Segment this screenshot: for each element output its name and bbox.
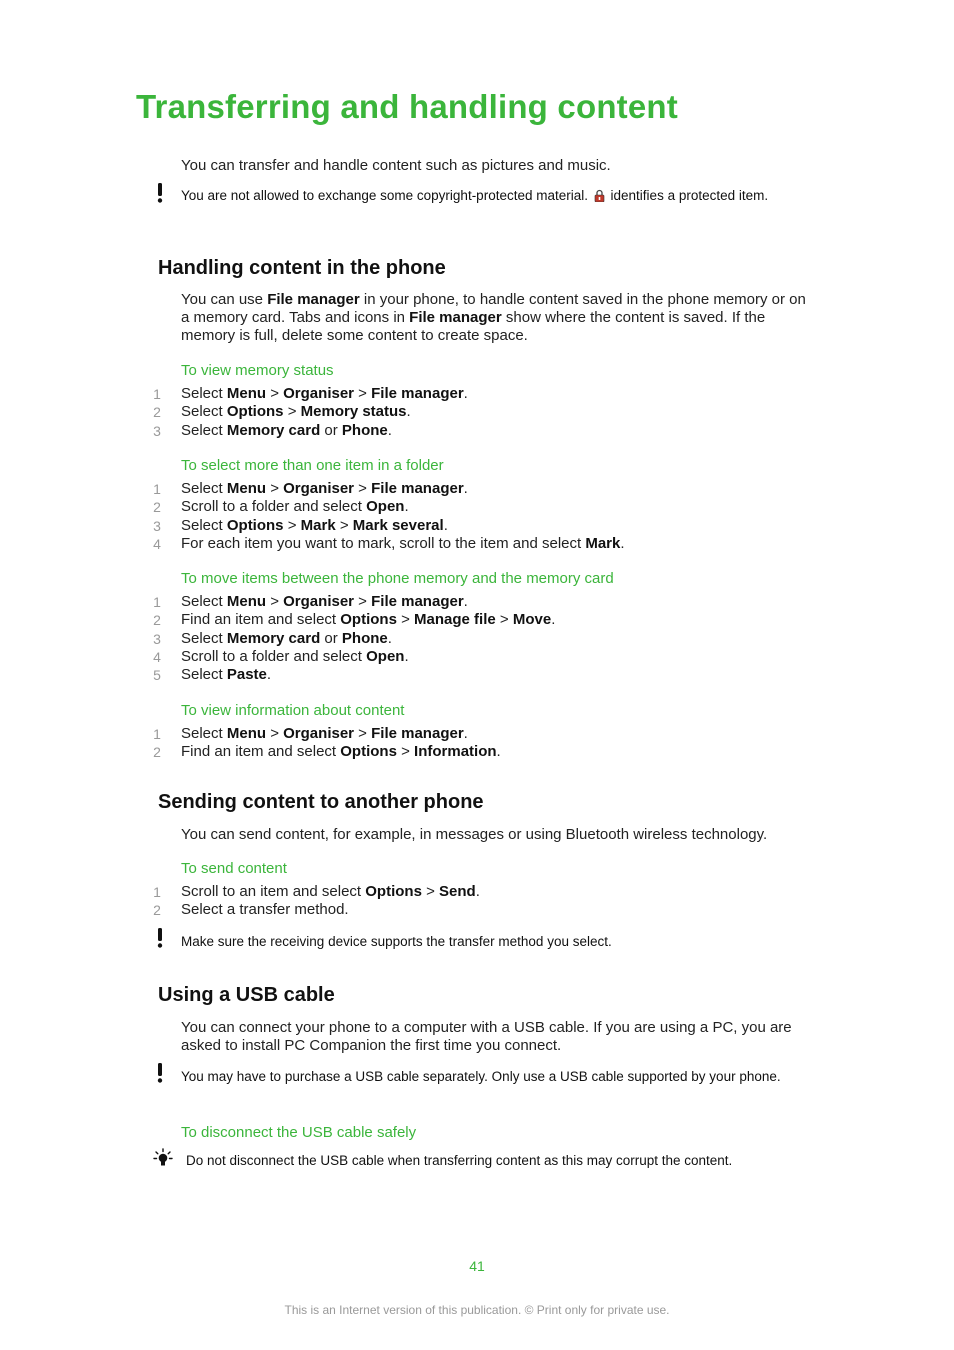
step-item <box>150 743 501 761</box>
step-text: Select Menu > Organiser > File manager. <box>181 593 468 610</box>
steps-send-content <box>150 883 480 920</box>
procedure-title-select-multiple: To select more than one item in a folder <box>181 457 444 474</box>
ui-term: Menu <box>226 385 267 402</box>
step-number: 4 <box>153 535 161 552</box>
step-item <box>150 883 480 901</box>
step-text: For each item you want to mark, scroll to the item and select Mark. <box>181 534 625 552</box>
step-item <box>150 648 555 666</box>
ui-term: Options <box>226 516 284 534</box>
step-number: 1 <box>153 386 161 402</box>
procedure-title-move-items: To move items between the phone memory and the memory card <box>181 570 614 587</box>
usb-tip: Do not disconnect the USB cable when transferring content as this may corrupt the content. <box>186 1153 733 1168</box>
ui-term: File manager <box>371 385 464 402</box>
ui-term: Organiser <box>283 385 355 402</box>
ui-term: Options <box>226 403 284 421</box>
exclamation-icon <box>156 928 164 948</box>
step-number: 2 <box>153 404 161 421</box>
steps-memory-status <box>150 385 468 440</box>
step-item <box>150 593 555 611</box>
step-number: 1 <box>153 594 161 610</box>
ui-term: Memory card <box>226 629 321 647</box>
step-text: Select Memory card or Phone. <box>181 421 392 439</box>
ui-term: Organiser <box>283 725 355 742</box>
copyright-note <box>181 187 801 205</box>
step-text: Scroll to a folder and select Open. <box>181 647 409 665</box>
step-text: Find an item and select Options > Information. <box>181 743 501 761</box>
step-item <box>150 666 555 684</box>
step-text: Select Menu > Organiser > File manager. <box>181 480 468 497</box>
ui-term: Phone <box>341 629 388 647</box>
step-item <box>150 422 468 440</box>
ui-term: Menu <box>226 593 267 610</box>
step-number: 2 <box>153 744 161 761</box>
procedure-title-send-content: To send content <box>181 860 287 877</box>
step-text: Select Menu > Organiser > File manager. <box>181 385 468 402</box>
sending-note: Make sure the receiving device supports the transfer method you select. <box>181 934 612 949</box>
step-item <box>150 611 555 629</box>
ui-term: Options <box>340 743 397 761</box>
ui-term: Send <box>439 883 476 900</box>
ui-term: Open <box>366 498 405 516</box>
step-text: Scroll to an item and select Options > Send. <box>181 883 480 900</box>
ui-term: Paste <box>226 666 267 684</box>
ui-term: Phone <box>341 421 388 439</box>
ui-term: File manager <box>371 480 464 497</box>
step-text: Select a transfer method. <box>181 901 349 919</box>
step-item <box>150 517 625 535</box>
usb-note: You may have to purchase a USB cable separately. Only use a USB cable supported by your phone. <box>181 1069 781 1084</box>
step-text: Select Options > Mark > Mark several. <box>181 516 448 534</box>
step-item <box>150 901 480 919</box>
step-number: 2 <box>153 902 161 919</box>
ui-term: Organiser <box>283 593 355 610</box>
step-item <box>150 480 625 498</box>
step-item <box>150 498 625 516</box>
step-item <box>150 403 468 421</box>
steps-move-items <box>150 593 555 684</box>
exclamation-icon <box>156 183 164 203</box>
step-item <box>150 725 501 743</box>
step-item <box>150 385 468 403</box>
copyright-note-text-before: You are not allowed to exchange some copyright-protected material. <box>181 188 588 203</box>
section-heading-handling: Handling content in the phone <box>158 257 446 279</box>
ui-term: Move <box>512 611 552 629</box>
steps-view-info <box>150 725 501 762</box>
step-text: Scroll to a folder and select Open. <box>181 498 409 516</box>
procedure-title-view-info: To view information about content <box>181 702 405 719</box>
ui-term: Mark <box>585 534 621 552</box>
step-number: 2 <box>153 612 161 629</box>
step-item <box>150 535 625 553</box>
ui-term: Mark several <box>352 516 444 534</box>
ui-term: File manager <box>371 593 464 610</box>
exclamation-icon <box>156 1063 164 1083</box>
ui-term: File manager <box>409 309 502 326</box>
procedure-title-memory-status: To view memory status <box>181 362 334 379</box>
ui-term: Options <box>340 611 397 629</box>
step-item <box>150 630 555 648</box>
step-text: Select Paste. <box>181 666 272 684</box>
step-number: 1 <box>153 884 161 900</box>
ui-term: Menu <box>226 725 267 742</box>
copyright-note-text-after: identifies a protected item. <box>610 188 769 203</box>
step-text: Select Options > Memory status. <box>181 403 411 421</box>
step-number: 4 <box>153 648 161 665</box>
step-number: 1 <box>153 726 161 742</box>
ui-term: Manage file <box>414 611 496 629</box>
ui-term: Open <box>366 647 405 665</box>
footer-text: This is an Internet version of this publication. © Print only for private use. <box>284 1303 670 1317</box>
step-number: 2 <box>153 499 161 516</box>
step-text: Select Menu > Organiser > File manager. <box>181 725 468 742</box>
section-heading-sending: Sending content to another phone <box>158 791 484 813</box>
steps-select-multiple <box>150 480 625 553</box>
usb-paragraph: You can connect your phone to a computer with a USB cable. If you are using a PC, you are asked to install PC Companion the first time you connect. <box>181 1019 792 1054</box>
lightbulb-icon <box>153 1148 173 1168</box>
ui-term: File manager <box>371 725 464 742</box>
ui-term: Mark <box>300 516 336 534</box>
page-title: Transferring and handling content <box>136 88 678 125</box>
ui-term: Memory card <box>226 421 321 439</box>
step-text: Find an item and select Options > Manage file > Move. <box>181 611 556 629</box>
section-heading-usb: Using a USB cable <box>158 984 335 1006</box>
step-number: 3 <box>153 422 161 439</box>
ui-term: Information <box>414 743 497 761</box>
intro-text: You can transfer and handle content such as pictures and music. <box>181 157 611 174</box>
step-number: 5 <box>153 667 161 684</box>
ui-term: Organiser <box>283 480 355 497</box>
step-number: 3 <box>153 517 161 534</box>
sending-paragraph: You can send content, for example, in messages or using Bluetooth wireless technology. <box>181 826 768 843</box>
page-number: 41 <box>469 1258 485 1274</box>
step-number: 1 <box>153 481 161 497</box>
ui-term: File manager <box>267 291 360 308</box>
lock-icon <box>594 189 605 202</box>
ui-term: Menu <box>226 480 267 497</box>
handling-paragraph: You can use File manager in your phone, to handle content saved in the phone memory or on a memory card. Tabs and icons in File manager show where the content is saved. If the memory is full, delete some content to create space. <box>181 291 806 344</box>
ui-term: Options <box>365 883 422 900</box>
step-text: Select Memory card or Phone. <box>181 629 392 647</box>
ui-term: Memory status <box>300 403 407 421</box>
step-number: 3 <box>153 630 161 647</box>
procedure-title-disconnect-usb: To disconnect the USB cable safely <box>181 1124 417 1141</box>
